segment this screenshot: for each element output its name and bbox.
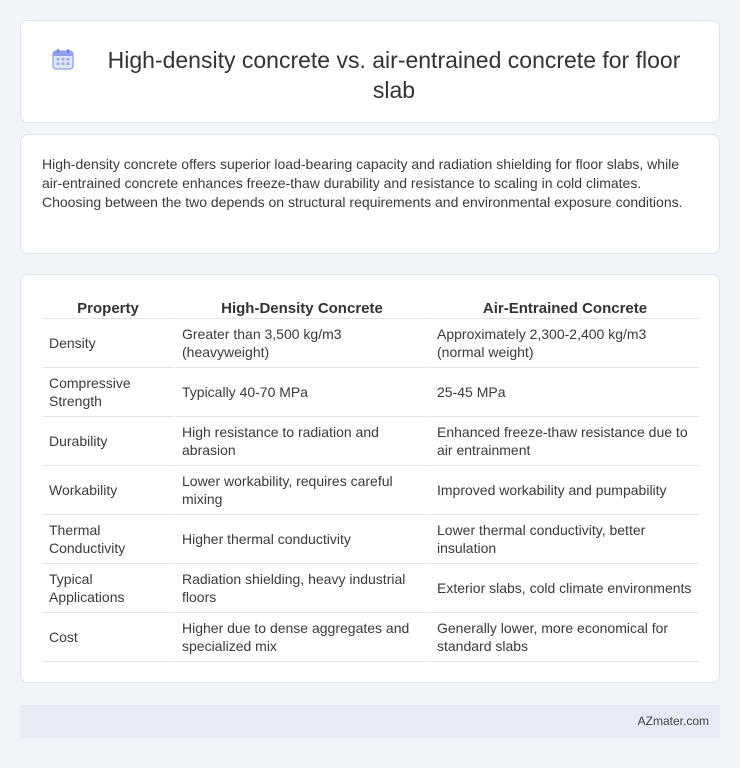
comparison-card <box>20 274 720 683</box>
title-card <box>20 20 720 123</box>
row-air-entrained-value: Exterior slabs, cold climate environments <box>428 564 699 613</box>
row-property: Density <box>43 319 173 368</box>
row-air-entrained-value: Generally lower, more economical for standard slabs <box>428 613 699 662</box>
row-air-entrained-value: Lower thermal conductivity, better insulation <box>428 515 699 564</box>
row-property: Durability <box>43 417 173 466</box>
row-high-density-value: High resistance to radiation and abrasion <box>173 417 428 466</box>
table-row <box>43 417 699 466</box>
row-air-entrained-value: Approximately 2,300-2,400 kg/m3 (normal weight) <box>428 319 699 368</box>
row-property: Workability <box>43 466 173 515</box>
row-property: Cost <box>43 613 173 662</box>
table-row <box>43 564 699 613</box>
summary-card <box>20 134 720 254</box>
comparison-table <box>43 295 699 662</box>
summary-text: High-density concrete offers superior load-bearing capacity and radiation shielding for floor slabs, while air-entrained concrete enhances freeze-thaw durability and resistance to scaling in cold climates. Choosing between the two depends on structural requirements and environmental exposure conditions. <box>42 156 683 210</box>
row-air-entrained-value: Improved workability and pumpability <box>428 466 699 515</box>
footer-brand[interactable]: AZmater.com <box>637 714 709 728</box>
footer-bar <box>20 705 720 738</box>
header-property: Property <box>43 295 173 319</box>
row-air-entrained-value: 25-45 MPa <box>428 368 699 417</box>
row-high-density-value: Radiation shielding, heavy industrial floors <box>173 564 428 613</box>
row-high-density-value: Greater than 3,500 kg/m3 (heavyweight) <box>173 319 428 368</box>
row-property: Thermal Conductivity <box>43 515 173 564</box>
table-header-row <box>43 295 699 319</box>
table-row <box>43 319 699 368</box>
row-high-density-value: Lower workability, requires careful mixing <box>173 466 428 515</box>
page-title: High-density concrete vs. air-entrained concrete for floor slab <box>107 47 681 103</box>
table-row <box>43 368 699 417</box>
header-air-entrained: Air-Entrained Concrete <box>428 295 699 319</box>
table-row <box>43 515 699 564</box>
row-high-density-value: Typically 40-70 MPa <box>173 368 428 417</box>
row-property: Typical Applications <box>43 564 173 613</box>
row-air-entrained-value: Enhanced freeze-thaw resistance due to air entrainment <box>428 417 699 466</box>
table-row <box>43 613 699 662</box>
table-row <box>43 466 699 515</box>
row-property: Compressive Strength <box>43 368 173 417</box>
row-high-density-value: Higher due to dense aggregates and specialized mix <box>173 613 428 662</box>
row-high-density-value: Higher thermal conductivity <box>173 515 428 564</box>
header-high-density: High-Density Concrete <box>173 295 428 319</box>
